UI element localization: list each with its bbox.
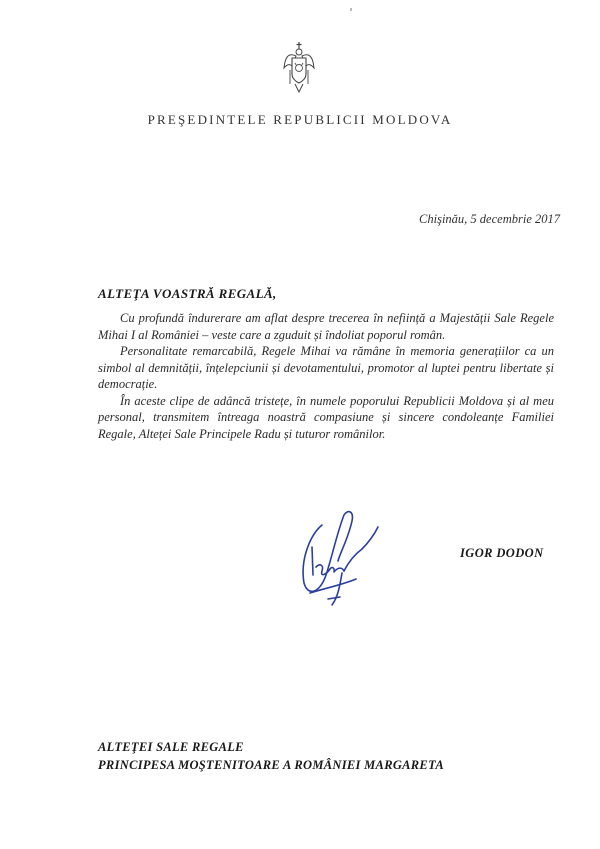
paragraph-1: Cu profundă îndurerare am aflat despre trecerea în neființă a Majestății Sale Regele Mihai I al României – veste care a zguduit și îndoliat poporul român. — [98, 311, 554, 342]
date-line: Chişinău, 5 decembrie 2017 — [419, 212, 560, 226]
paragraph-3: În aceste clipe de adâncă tristețe, în numele poporului Republicii Moldova și al meu personal, transmitem întreaga noastră compasiune și sincere condoleanțe Familiei Regale, Alteței Sale Principele Radu și tuturor românilor. — [98, 393, 554, 441]
handwritten-signature — [282, 505, 402, 615]
letter-body — [98, 310, 554, 442]
addressee-line-1: ALTEŢEI SALE REGALE — [98, 740, 244, 754]
salutation: ALTEŢA VOASTRĂ REGALĂ, — [98, 286, 277, 301]
signer-name: IGOR DODON — [460, 546, 544, 560]
paragraph-2: Personalitate remarcabilă, Regele Mihai va rămâne în memoria generațiilor ca un simbol al demnității, înțelepciunii și devotamentului, promotor al luptei pentru libertate și democrație. — [98, 344, 554, 391]
coat-of-arms-icon — [282, 40, 316, 96]
addressee-line-2: PRINCIPESA MOŞTENITOARE A ROMÂNIEI MARGARETA — [98, 758, 444, 772]
addressee-block — [98, 738, 444, 774]
scan-speck — [350, 8, 352, 11]
letterhead-title: PREŞEDINTELE REPUBLICII MOLDOVA — [147, 112, 453, 127]
